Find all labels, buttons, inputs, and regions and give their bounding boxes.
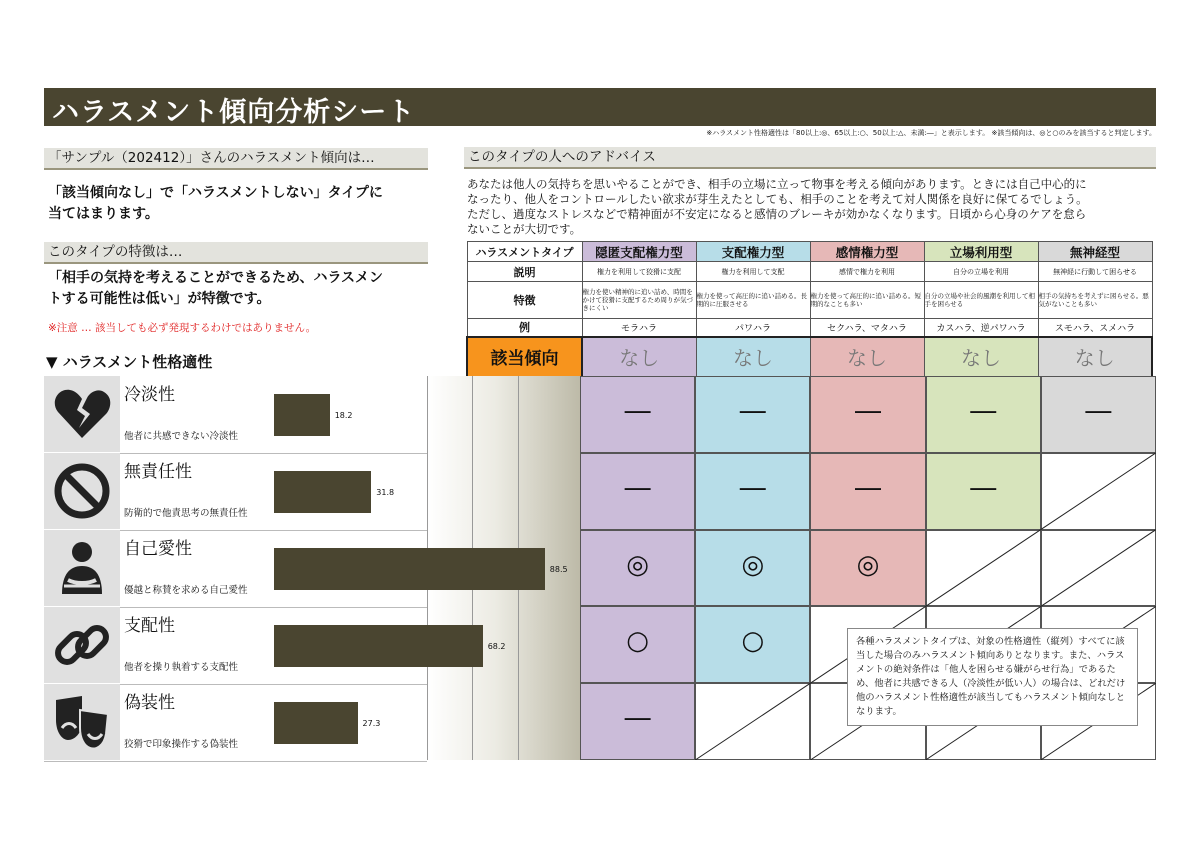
scoring-note: ※ハラスメント性格適性は「80以上:◎、65以上:○、50以上:△、未満:―」と表示します。 ※該当傾向は、◎と○のみを該当すると判定します。 <box>706 129 1156 137</box>
advice-line: なったり、他人をコントロールしたい欲求が芽生えたとしても、相手のことを考えて対人関係を良好に保てるでしょう。 <box>467 192 1088 206</box>
chain-link-icon <box>44 607 120 683</box>
aptitude-mark: ― <box>970 396 997 426</box>
title-bar <box>44 88 1156 126</box>
type-example: カスハラ、逆パワハラ <box>924 319 1038 337</box>
summary-line: 当てはまります。 <box>48 206 159 222</box>
type-example: パワハラ <box>696 319 810 337</box>
advice-line: あなたは他人の気持ちを思いやることができ、相手の立場に立って物事を考える傾向があります。ときには自己中心的に <box>467 177 1087 191</box>
type-name: 立場利用型 <box>924 242 1038 262</box>
score-label: 18.2 <box>334 411 353 420</box>
footnote: 各種ハラスメントタイプは、対象の性格適性（縦列）すべてに該当した場合のみハラスメント傾向ありとなります。また、ハラスメントの絶対条件は「他人を困らせる嫌がらせ行為」であるため、他者に共感できる人（冷淡性が低い人）の場合は、どれだけ他のハラスメント性格適性が該当してもハラスメント傾向なしとなります。 <box>847 628 1138 726</box>
aptitude-mark: ― <box>624 703 651 734</box>
aptitude-mark: ◎ <box>741 549 765 580</box>
row-label-desc: 説明 <box>467 262 582 282</box>
aptitude-mark: ― <box>854 472 881 503</box>
score-bar <box>274 394 330 436</box>
type-example: セクハラ、マタハラ <box>810 319 924 337</box>
features-heading: このタイプの特徴は… <box>44 242 428 264</box>
trait-desc: 防衛的で他責思考の無責任性 <box>124 508 248 519</box>
trait-name: 無責任性 <box>124 462 192 482</box>
row-label-example: 例 <box>467 319 582 337</box>
score-label: 88.5 <box>549 565 568 574</box>
cell-diagonal <box>926 530 1041 607</box>
trait-name: 冷淡性 <box>124 385 175 405</box>
theater-masks-icon <box>44 684 120 760</box>
aptitude-mark: ― <box>1085 396 1112 426</box>
features-text <box>48 268 438 310</box>
trait-name: 支配性 <box>124 616 175 636</box>
aptitude-mark: ― <box>739 472 766 503</box>
trait-name: 偽装性 <box>124 693 175 713</box>
features-line: 「相手の気持を考えることができるため、ハラスメン <box>48 270 384 286</box>
type-desc: 自分の立場を利用 <box>924 262 1038 282</box>
type-result: なし <box>696 337 810 377</box>
type-desc: 感情で権力を利用 <box>810 262 924 282</box>
type-feature: 相手の気持ちを考えずに困らせる。悪気がないことも多い <box>1038 282 1152 319</box>
broken-heart-icon <box>44 376 120 452</box>
advice-heading: このタイプの人へのアドバイス <box>464 147 1156 169</box>
score-label: 31.8 <box>376 488 395 497</box>
trait-desc: 狡猾で印象操作する偽装性 <box>124 739 239 750</box>
summary-heading: 「サンプル（202412）」さんのハラスメント傾向は… <box>44 148 428 170</box>
trait-desc: 優越と称賛を求める自己愛性 <box>124 585 248 596</box>
type-desc: 無神経に行動して困らせる <box>1038 262 1152 282</box>
result-label: 該当傾向 <box>467 337 582 377</box>
aptitude-mark: ◎ <box>856 549 880 580</box>
type-desc: 権力を利用して支配 <box>696 262 810 282</box>
type-name: 支配権力型 <box>696 242 810 262</box>
summary-line: 「該当傾向なし」で「ハラスメントしない」タイプに <box>48 185 383 201</box>
type-feature: 権力を使って高圧的に追い詰める。短期的なことも多い <box>810 282 924 319</box>
type-name: 隠匿支配権力型 <box>582 242 696 262</box>
aptitude-mark: ○ <box>626 626 649 657</box>
type-result: なし <box>1038 337 1152 377</box>
summary-text <box>48 183 438 225</box>
warning-note: ※注意 … 該当しても必ず発現するわけではありません。 <box>48 322 317 334</box>
cell-diagonal <box>1041 530 1156 607</box>
score-bar <box>274 471 371 513</box>
type-example: スモハラ、スメハラ <box>1038 319 1152 337</box>
trait-name: 自己愛性 <box>124 539 192 559</box>
self-hug-icon <box>44 530 120 606</box>
score-label: 68.2 <box>487 642 506 651</box>
aptitude-mark: ― <box>739 396 766 426</box>
harassment-types-table <box>466 241 1153 378</box>
type-name: 無神経型 <box>1038 242 1152 262</box>
score-label: 27.3 <box>362 719 381 728</box>
trait-desc: 他者に共感できない冷淡性 <box>124 431 239 442</box>
trait-row-coldness <box>44 376 427 454</box>
cell-diagonal <box>1041 453 1156 530</box>
type-example: モラハラ <box>582 319 696 337</box>
aptitude-mark: ― <box>854 396 881 426</box>
type-result: なし <box>924 337 1038 377</box>
advice-line: ないことが大切です。 <box>467 222 582 236</box>
prohibited-icon <box>44 453 120 529</box>
trait-desc: 他者を操り執着する支配性 <box>124 662 239 673</box>
aptitude-mark: ― <box>624 396 651 426</box>
type-feature: 権力を使い精神的に追い詰め、時間をかけて狡猾に支配するため周りが気づきにくい <box>582 282 696 319</box>
aptitude-heading: ▼ ハラスメント性格適性 <box>46 353 213 371</box>
type-feature: 権力を使って高圧的に追い詰める。長期的に圧服させる <box>696 282 810 319</box>
type-desc: 権力を利用して狡猾に支配 <box>582 262 696 282</box>
features-line: トする可能性は低い」が特徴です。 <box>48 291 271 307</box>
page-title: ハラスメント傾向分析シート <box>52 97 416 128</box>
cell-diagonal <box>695 683 810 760</box>
score-bar <box>274 548 545 590</box>
type-feature: 自分の立場や社会的風潮を利用して相手を困らせる <box>924 282 1038 319</box>
advice-line: ただし、過度なストレスなどで精神面が不安定になると感情のブレーキが効かなくなります。日頃から心身のケアを怠ら <box>467 207 1087 221</box>
advice-text <box>467 177 1157 237</box>
type-name: 感情権力型 <box>810 242 924 262</box>
score-bar <box>274 702 358 744</box>
aptitude-mark: ◎ <box>626 549 649 580</box>
row-label-feature: 特徴 <box>467 282 582 319</box>
row-label-type: ハラスメントタイプ <box>467 242 582 262</box>
aptitude-mark: ― <box>970 472 997 503</box>
aptitude-mark: ○ <box>741 626 765 657</box>
aptitude-mark: ― <box>624 472 651 503</box>
score-bar <box>274 625 483 667</box>
type-result: なし <box>810 337 924 377</box>
type-result: なし <box>582 337 696 377</box>
